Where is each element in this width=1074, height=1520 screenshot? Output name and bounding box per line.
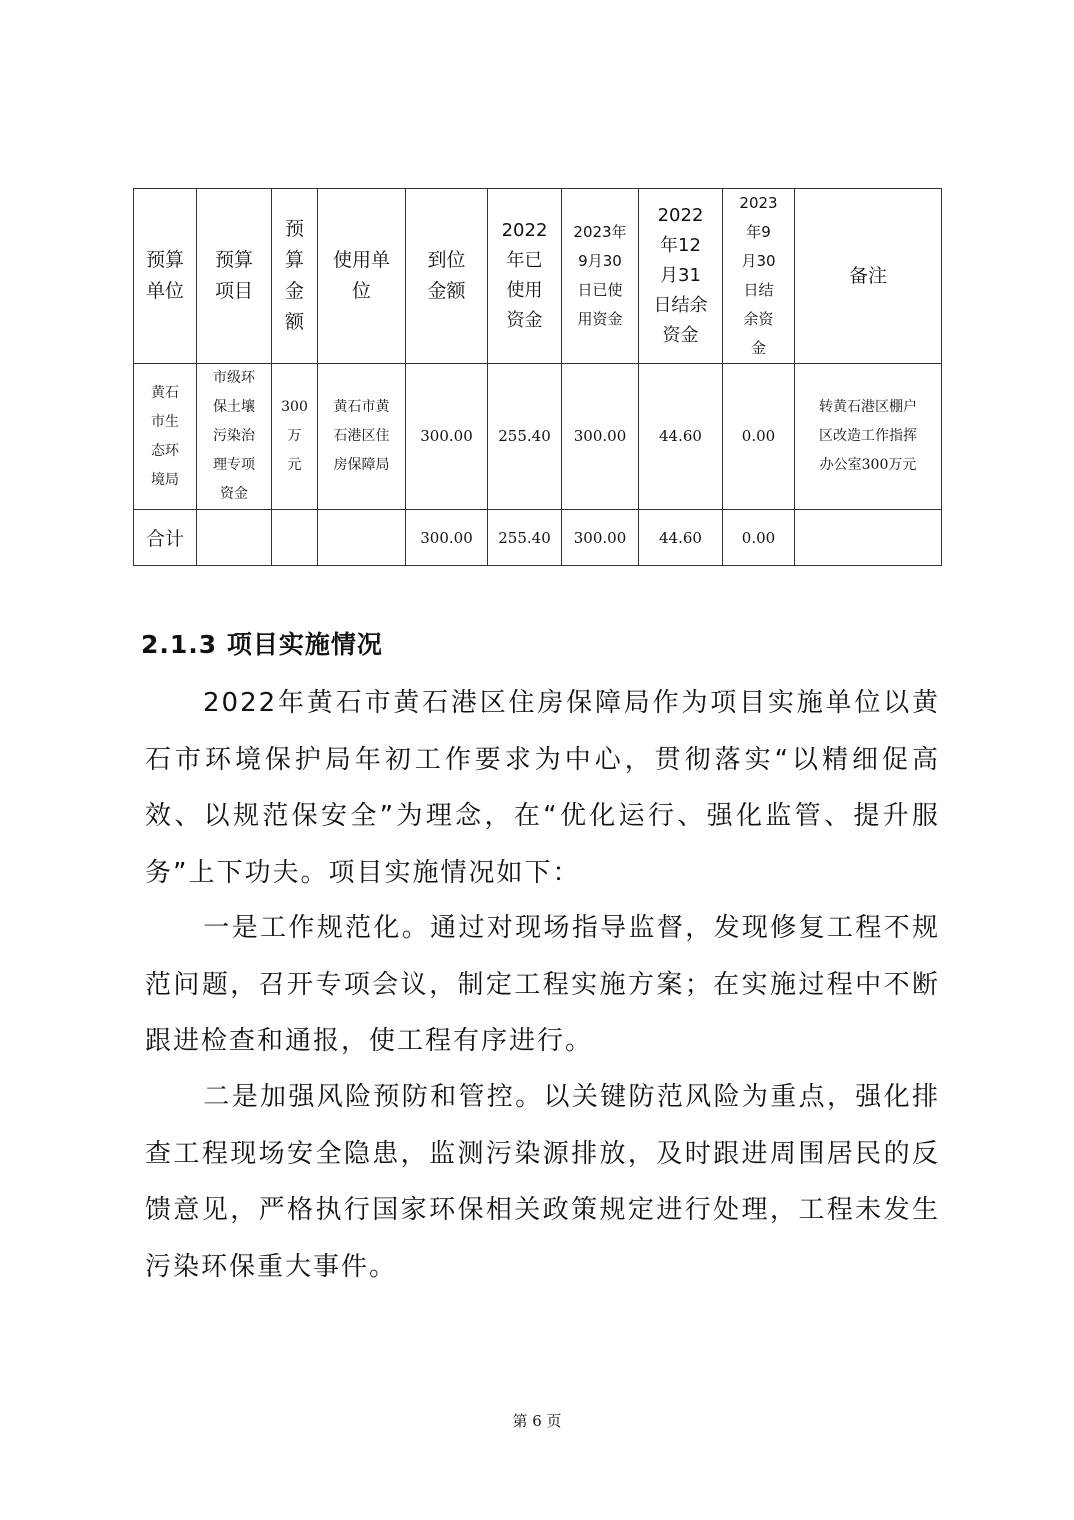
paragraph — [145, 900, 940, 1070]
header-user-unit: 使用单 位 — [318, 189, 406, 364]
paragraph-text: 2022年黄石市黄石港区住房保障局作为项目实施单位以黄石市环境保护局年初工作要求为中心，贯彻落实“以精细促高效、以规范保安全”为理念，在“优化运行、强化监管、提升服务”上下功夫。项目实施情况如下： — [145, 688, 940, 888]
total-empty-cell — [318, 510, 406, 566]
cell-remark: 转黄石港区棚户 区改造工作指挥 办公室300万元 — [795, 364, 942, 510]
table-header-row — [134, 189, 942, 364]
paragraph-text: 一是工作规范化。通过对现场指导监督，发现修复工程不规范问题，召开专项会议，制定工程实施方案；在实施过程中不断跟进检查和通报，使工程有序进行。 — [145, 913, 940, 1056]
cell-budget: 300 万 元 — [272, 364, 318, 510]
cell-received: 300.00 — [406, 364, 488, 510]
cell-project: 市级环 保土壤 污染治 理专项 资金 — [197, 364, 272, 510]
total-used-2023: 300.00 — [562, 510, 639, 566]
header-balance-2023: 2023 年9 月30 日结 余资 金 — [723, 189, 795, 364]
total-balance-2023: 0.00 — [723, 510, 795, 566]
paragraph — [145, 1069, 940, 1295]
total-balance-2022: 44.60 — [639, 510, 723, 566]
header-balance-2022: 2022 年12 月31 日结余 资金 — [639, 189, 723, 364]
header-received-amount: 到位 金额 — [406, 189, 488, 364]
header-remark: 备注 — [795, 189, 942, 364]
section-heading: 2.1.3 项目实施情况 — [141, 630, 383, 659]
paragraph-text: 二是加强风险预防和管控。以关键防范风险为重点，强化排查工程现场安全隐患，监测污染源排放，及时跟进周围居民的反馈意见，严格执行国家环保相关政策规定进行处理，工程未发生污染环保重大事件。 — [145, 1082, 940, 1282]
header-budget-project: 预算 项目 — [197, 189, 272, 364]
table-total-row — [134, 510, 942, 566]
total-empty-cell — [272, 510, 318, 566]
header-budget-unit: 预算 单位 — [134, 189, 197, 364]
header-budget-amount: 预 算 金 额 — [272, 189, 318, 364]
table-row — [134, 364, 942, 510]
total-received: 300.00 — [406, 510, 488, 566]
total-empty-cell — [795, 510, 942, 566]
paragraph — [145, 675, 940, 901]
header-used-2022: 2022 年已 使用 资金 — [488, 189, 562, 364]
header-used-2023: 2023年 9月30 日已使 用资金 — [562, 189, 639, 364]
page-number: 第 6 页 — [512, 1412, 562, 1430]
cell-used-2022: 255.40 — [488, 364, 562, 510]
cell-unit: 黄石 市生 态环 境局 — [134, 364, 197, 510]
cell-used-2023: 300.00 — [562, 364, 639, 510]
budget-table — [133, 188, 942, 566]
cell-balance-2023: 0.00 — [723, 364, 795, 510]
total-empty-cell — [197, 510, 272, 566]
total-label: 合计 — [134, 510, 197, 566]
cell-user: 黄石市黄 石港区住 房保障局 — [318, 364, 406, 510]
total-used-2022: 255.40 — [488, 510, 562, 566]
cell-balance-2022: 44.60 — [639, 364, 723, 510]
